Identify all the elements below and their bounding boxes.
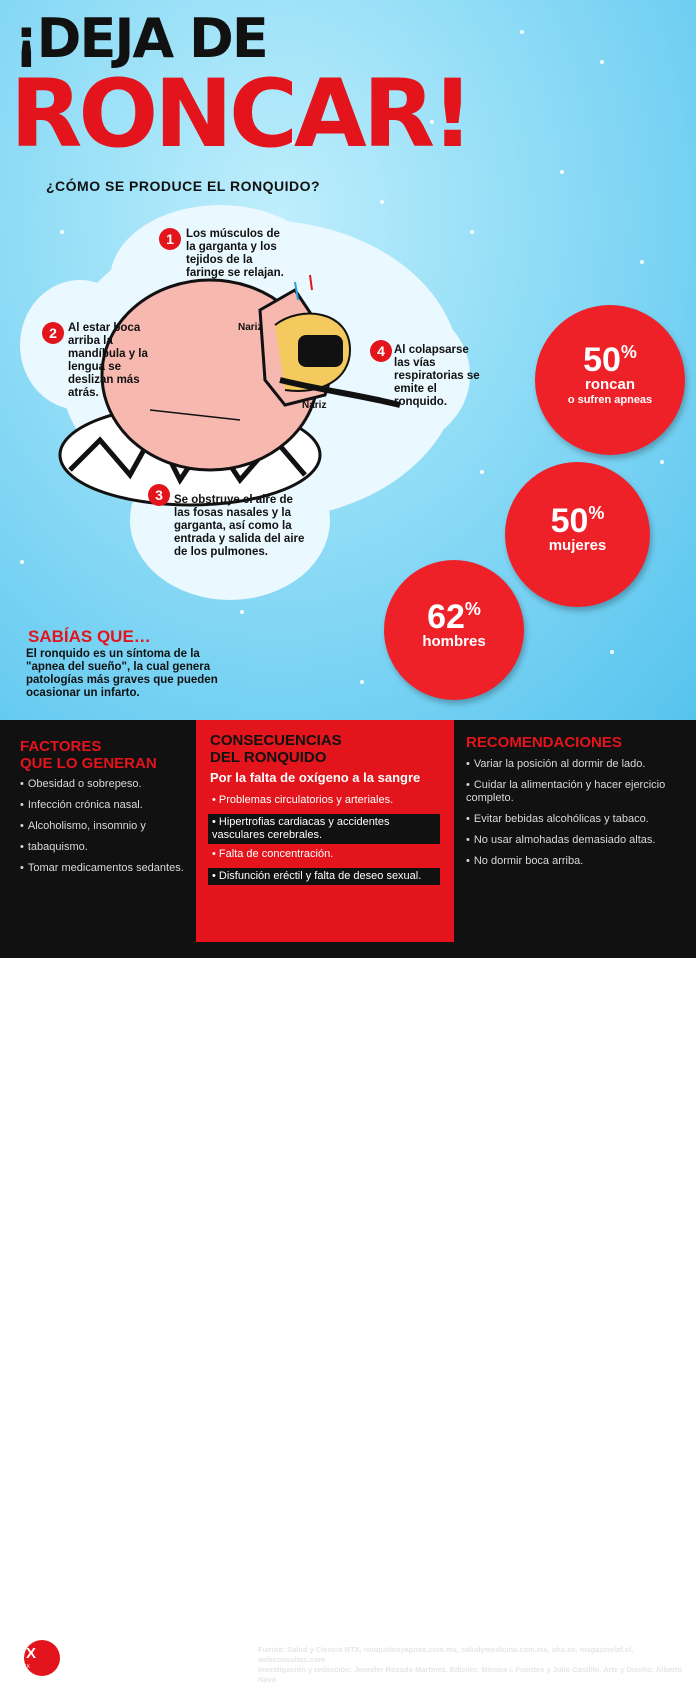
snow-dot	[660, 460, 664, 464]
consecuencias-heading-line: DEL RONQUIDO	[210, 749, 327, 766]
step-text: Al estar boca arriba la mandíbula y la lengua se deslizan más atrás.	[68, 322, 148, 399]
stat-circle-hombres	[384, 560, 524, 700]
stat-unit: %	[620, 342, 637, 362]
list-item: • No usar almohadas demasiado altas.	[466, 834, 671, 847]
factores-heading-line: FACTORES	[20, 738, 102, 755]
stat-sublabel: o sufren apneas	[567, 393, 653, 406]
section-subtitle: ¿CÓMO SE PRODUCE EL RONQUIDO?	[46, 178, 321, 194]
title-line-1: ¡DEJA DE	[14, 7, 267, 70]
step-number: 1	[159, 228, 181, 250]
stat-value: 50	[550, 502, 589, 540]
list-item: • tabaquismo.	[20, 841, 190, 854]
step-number: 3	[148, 484, 170, 506]
list-item: • Cuidar la alimentación y hacer ejercicio completo.	[466, 779, 671, 805]
logo-text: NTX	[6, 1645, 36, 1662]
step-number: 2	[42, 322, 64, 344]
snow-dot	[470, 230, 474, 234]
list-item: • Evitar bebidas alcohólicas y tabaco.	[466, 813, 671, 826]
stat-unit: %	[588, 503, 605, 523]
step-text: Se obstruye el aire de las fosas nasales y la garganta, así como la entrada y salida del aire de los pulmones.	[174, 494, 305, 558]
stat-label: roncan	[584, 376, 635, 393]
step-text: Los músculos de la garganta y los tejidos de la faringe se relajan.	[186, 228, 284, 279]
stat-circle-roncan	[535, 305, 685, 455]
step-number: 4	[370, 340, 392, 362]
snow-dot	[480, 470, 484, 474]
consecuencia-item: • Problemas circulatorios y arteriales.	[212, 794, 394, 806]
list-item: • Alcoholismo, insomnio y	[20, 820, 190, 833]
ntx-logo	[4, 1636, 52, 1672]
consecuencias-subheading: Por la falta de oxígeno a la sangre	[210, 770, 421, 785]
nose-label: Nariz	[238, 322, 263, 333]
snow-dot	[380, 200, 384, 204]
list-item: • Obesidad o sobrepeso.	[20, 778, 190, 791]
stat-value: 62	[427, 598, 465, 636]
list-item: • Infección crónica nasal.	[20, 799, 190, 812]
list-item: • Tomar medicamentos sedantes.	[20, 862, 190, 875]
step-text: Al colapsarse las vías respiratorias se emite el ronquido.	[394, 344, 480, 408]
sabias-text: El ronquido es un síntoma de la "apnea del sueño", la cual genera patologías más graves que pueden ocasionar un infarto.	[26, 648, 218, 699]
consecuencia-item: • Hipertrofias cardiacas y accidentes vasculares cerebrales.	[208, 814, 440, 844]
nose-label: Nariz	[302, 400, 327, 411]
consecuencias-panel	[196, 720, 454, 942]
snow-dot	[60, 230, 64, 234]
consecuencias-heading	[210, 732, 342, 766]
stat-circle-mujeres	[505, 462, 650, 607]
credits	[258, 1645, 690, 1685]
recomendaciones-list	[466, 758, 671, 876]
stat-label: hombres	[422, 633, 486, 650]
snow-dot	[20, 560, 24, 564]
title-line-2: RONCAR!	[10, 60, 470, 169]
snow-dot	[360, 680, 364, 684]
snow-dot	[560, 170, 564, 174]
factores-heading	[20, 738, 157, 772]
snow-dot	[640, 260, 644, 264]
factores-list	[20, 778, 190, 883]
stat-unit: %	[464, 599, 481, 619]
consecuencias-heading-line: CONSECUENCIAS	[210, 732, 342, 749]
snow-dot	[240, 610, 244, 614]
logo-subtext: NOTIMEX	[7, 1664, 30, 1670]
infographic-top	[0, 0, 696, 720]
list-item: • Variar la posición al dormir de lado.	[466, 758, 671, 771]
stat-label: mujeres	[548, 537, 607, 554]
snow-dot	[610, 650, 614, 654]
sabias-heading: SABÍAS QUE…	[28, 627, 151, 646]
credits-line: Fuente: Salud y Ciencia NTX, ronquidosyapnea.com.mx, saludymedicina.com.mx, ohs.es, magazinelaf.cl, webconsultas.com	[258, 1645, 634, 1664]
recomendaciones-heading: RECOMENDACIONES	[466, 734, 622, 751]
credits-line: Investigación y redacción: Jennifer Rosado Martínez. Edición: Mónica I. Fuentes y Julio Castillo. Arte y Diseño: Alberto Nava	[258, 1665, 683, 1684]
stat-value: 50	[583, 341, 621, 379]
consecuencia-item: • Falta de concentración.	[212, 848, 334, 860]
consecuencia-item: • Disfunción eréctil y falta de deseo sexual.	[208, 868, 440, 885]
list-item: • No dormir boca arriba.	[466, 855, 671, 868]
factores-heading-line: QUE LO GENERAN	[20, 755, 157, 772]
snow-dot	[520, 30, 524, 34]
snow-dot	[600, 60, 604, 64]
